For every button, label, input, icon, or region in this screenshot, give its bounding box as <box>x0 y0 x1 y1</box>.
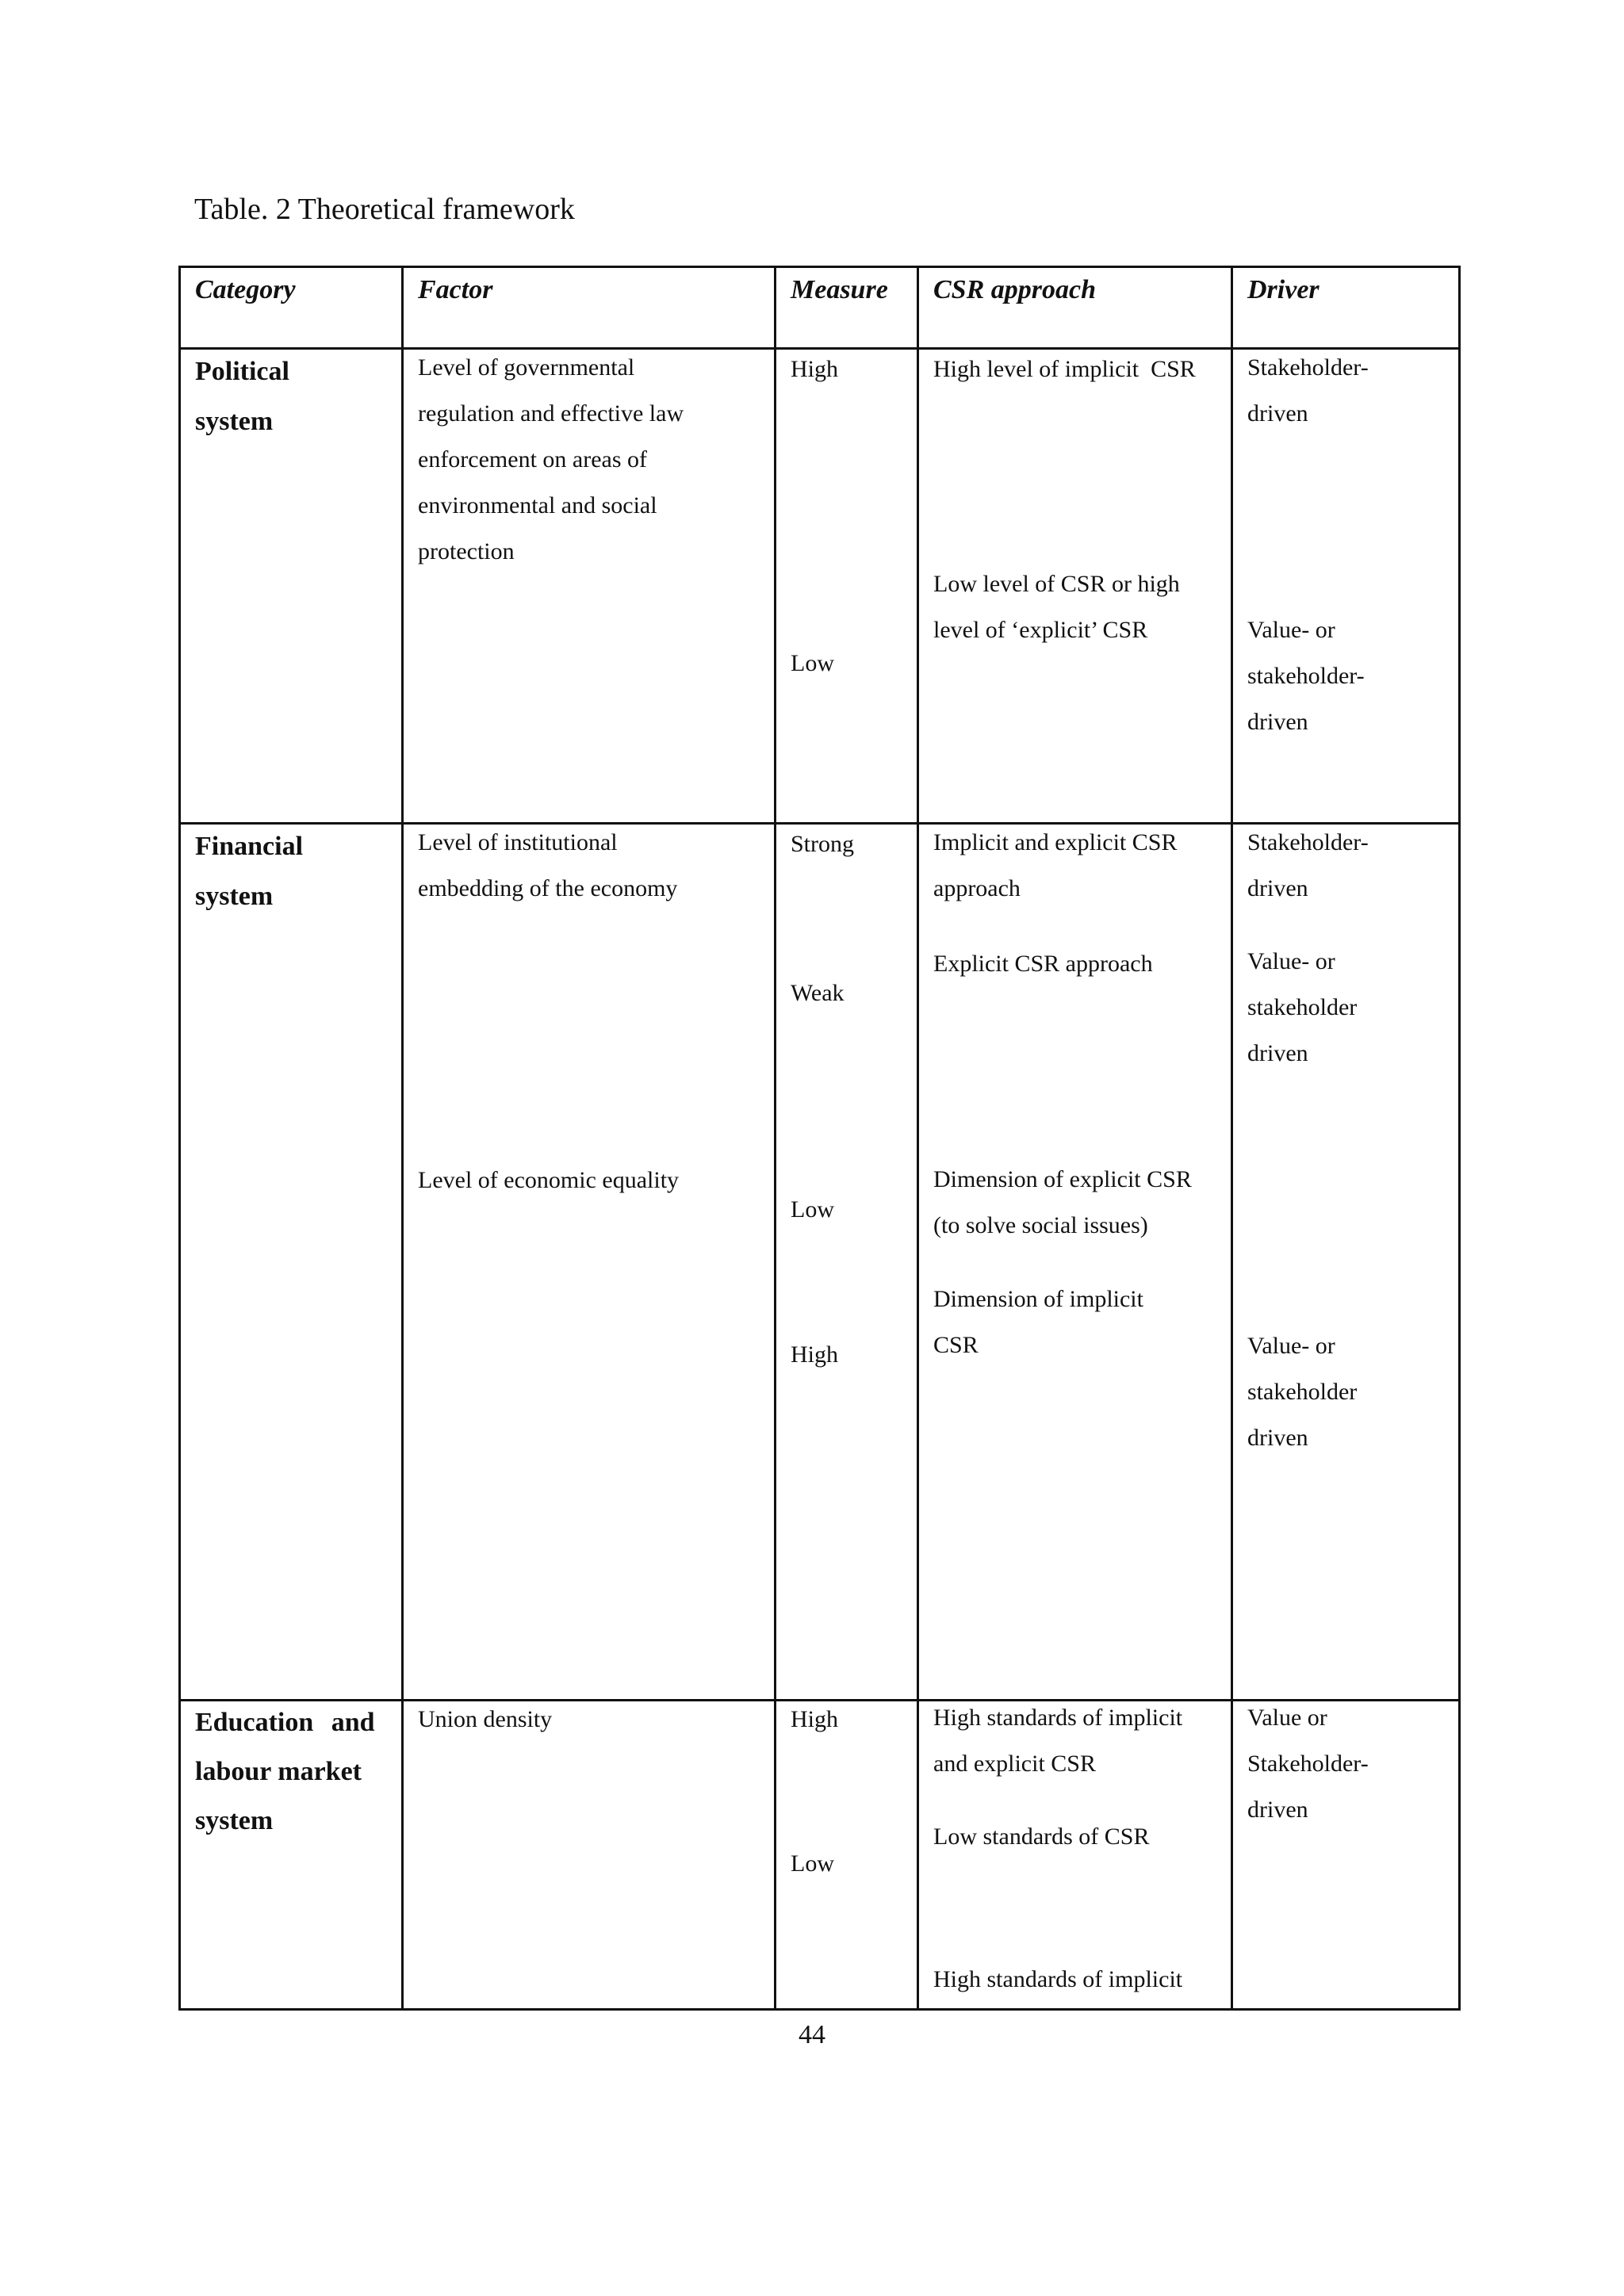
header-csr-approach: CSR approach <box>918 267 1232 349</box>
category-financial <box>195 821 387 921</box>
category-line: Financial <box>195 832 304 861</box>
category-education <box>195 1698 387 1846</box>
text-line: environmental and social <box>418 492 657 519</box>
text-line: driven <box>1247 1040 1308 1066</box>
cell-csr-education <box>918 1701 1232 2010</box>
cell-category-political <box>180 349 403 824</box>
text-line: Level of governmental <box>418 354 635 381</box>
cell-driver-education <box>1232 1701 1460 2010</box>
cell-measure-political <box>776 349 918 824</box>
factor-text <box>418 820 760 912</box>
factor-text <box>418 345 760 575</box>
cell-factor-financial <box>403 824 776 1701</box>
cell-category-education <box>180 1701 403 2010</box>
text-line: Value or <box>1247 1705 1327 1731</box>
measure-low: Low <box>791 650 834 676</box>
cell-driver-political <box>1232 349 1460 824</box>
header-measure: Measure <box>776 267 918 349</box>
header-factor: Factor <box>403 267 776 349</box>
driver-high <box>1247 1323 1444 1461</box>
cell-csr-political <box>918 349 1232 824</box>
csr-low: Low standards of CSR <box>933 1823 1150 1850</box>
text-line: Value- or <box>1247 948 1335 974</box>
table-row-education <box>180 1701 1460 2010</box>
text-line: stakeholder <box>1247 1379 1358 1405</box>
text-line: enforcement on areas of <box>418 446 648 473</box>
measure-low: Low <box>791 1850 834 1877</box>
factor-text: Union density <box>418 1706 553 1732</box>
factor-text-2: Level of economic equality <box>418 1167 680 1193</box>
text-line: High standards of implicit <box>933 1705 1183 1731</box>
measure-weak: Weak <box>791 980 845 1006</box>
cell-measure-education <box>776 1701 918 2010</box>
text-line: driven <box>1247 1797 1308 1823</box>
category-line: system <box>195 1806 274 1835</box>
text-line: Low level of CSR or high <box>933 571 1180 597</box>
text-line: Value- or <box>1247 617 1335 643</box>
text-line: driven <box>1247 875 1308 901</box>
csr-extra: High standards of implicit <box>933 1966 1183 1992</box>
text-line: Stakeholder- <box>1247 829 1369 855</box>
csr-low <box>933 561 1216 653</box>
text-line: level of ‘explicit’ CSR <box>933 617 1148 643</box>
driver-high <box>1247 345 1444 437</box>
text-line: Implicit and explicit CSR <box>933 829 1178 855</box>
measure-low: Low <box>791 1196 834 1223</box>
csr-weak: Explicit CSR approach <box>933 951 1153 977</box>
category-line: system <box>195 882 274 911</box>
driver-low <box>1247 607 1444 745</box>
text-line: and explicit CSR <box>933 1751 1096 1777</box>
text-line: driven <box>1247 709 1308 735</box>
text-line: stakeholder- <box>1247 663 1365 689</box>
table-row-financial <box>180 824 1460 1701</box>
text-line: CSR <box>933 1332 979 1358</box>
text-line: driven <box>1247 1425 1308 1451</box>
driver-weak <box>1247 939 1444 1077</box>
theoretical-framework-table <box>178 266 1461 2011</box>
csr-high <box>933 1276 1216 1368</box>
text-line: stakeholder <box>1247 994 1358 1020</box>
cell-csr-financial <box>918 824 1232 1701</box>
category-line: Education and <box>195 1708 375 1737</box>
category-line: labour market <box>195 1757 362 1786</box>
text-line: regulation and effective law <box>418 400 684 427</box>
header-category: Category <box>180 267 403 349</box>
driver-strong <box>1247 820 1444 912</box>
cell-factor-political <box>403 349 776 824</box>
category-political <box>195 346 387 446</box>
measure-high: High <box>791 1706 838 1732</box>
text-line: Dimension of explicit CSR <box>933 1166 1192 1192</box>
cell-driver-financial <box>1232 824 1460 1701</box>
measure-high: High <box>791 356 838 382</box>
text-line: embedding of the economy <box>418 875 678 901</box>
csr-high <box>933 1695 1216 1787</box>
csr-low <box>933 1157 1216 1249</box>
text-line: Stakeholder- <box>1247 354 1369 381</box>
text-line: Value- or <box>1247 1333 1335 1359</box>
category-line: Political <box>195 357 289 386</box>
csr-strong <box>933 820 1216 912</box>
cell-factor-education <box>403 1701 776 2010</box>
text-line: protection <box>418 538 515 564</box>
table-caption: Table. 2 Theoretical framework <box>194 193 575 226</box>
header-driver: Driver <box>1232 267 1460 349</box>
text-line: Dimension of implicit <box>933 1286 1143 1312</box>
page-number: 44 <box>799 2020 825 2049</box>
cell-measure-financial <box>776 824 918 1701</box>
driver-text <box>1247 1695 1444 1833</box>
category-line: system <box>195 407 274 436</box>
text-line: (to solve social issues) <box>933 1212 1148 1238</box>
measure-high: High <box>791 1341 838 1368</box>
table-header-row <box>180 267 1460 349</box>
table-row-political <box>180 349 1460 824</box>
text-line: approach <box>933 875 1021 901</box>
measure-strong: Strong <box>791 831 855 857</box>
csr-high: High level of implicit CSR <box>933 356 1196 382</box>
text-line: Level of institutional <box>418 829 618 855</box>
text-line: Stakeholder- <box>1247 1751 1369 1777</box>
text-line: driven <box>1247 400 1308 427</box>
cell-category-financial <box>180 824 403 1701</box>
